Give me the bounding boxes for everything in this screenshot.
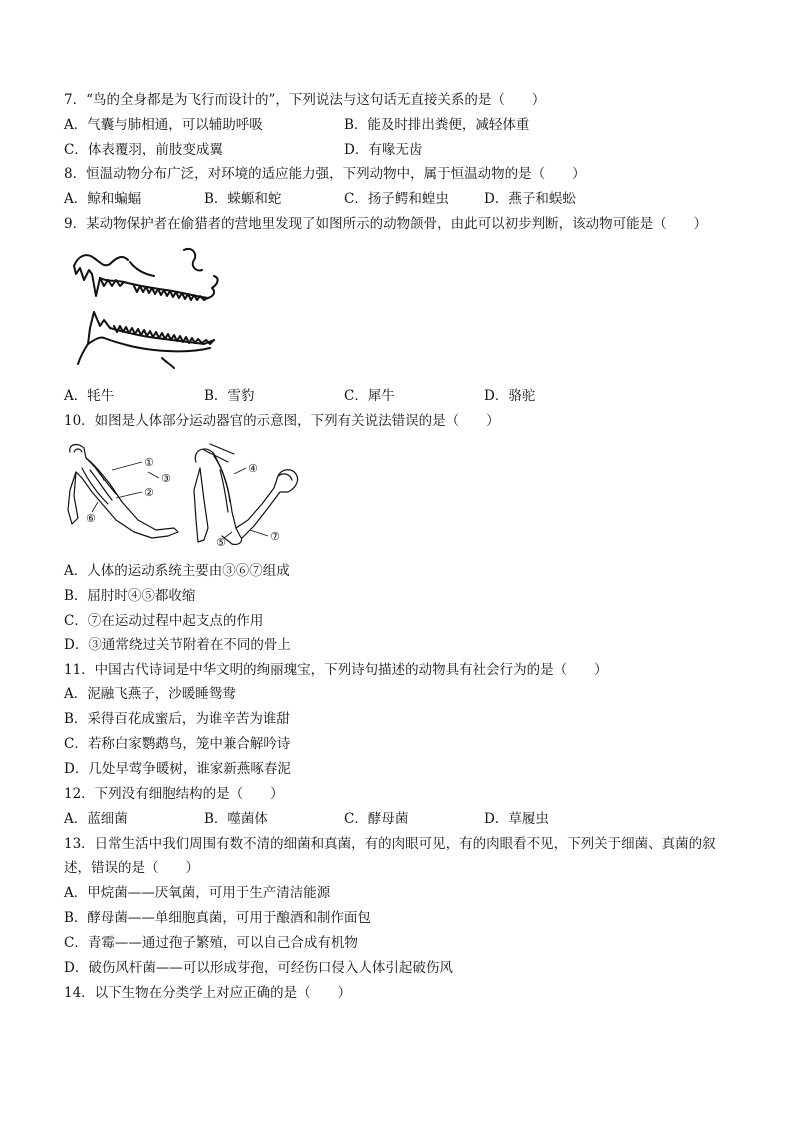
- q10-option-a[interactable]: A．人体的运动系统主要由③⑥⑦组成: [64, 563, 290, 579]
- q8-option-b[interactable]: B．蝾螈和蛇: [204, 191, 282, 207]
- q12-option-b[interactable]: B．噬菌体: [204, 811, 268, 827]
- q11-option-c[interactable]: C．若称白家鹦鹉鸟，笼中兼合解吟诗: [64, 736, 291, 752]
- arm-diagram: [64, 440, 304, 550]
- q12-option-a[interactable]: A．蓝细菌: [64, 811, 128, 827]
- q8-option-d[interactable]: D．燕子和蜈蚣: [484, 191, 576, 207]
- label-4: ④: [248, 462, 258, 475]
- q11-option-b[interactable]: B．采得百花成蜜后，为谁辛苦为谁甜: [64, 711, 290, 727]
- q9-option-c[interactable]: C．犀牛: [344, 388, 395, 404]
- q9-option-a[interactable]: A．牦牛: [64, 388, 115, 404]
- q9-option-d[interactable]: D．骆驼: [484, 388, 536, 404]
- q14-stem: 14．以下生物在分类学上对应正确的是（ ）: [64, 985, 352, 1001]
- label-5: ⑤: [216, 536, 226, 549]
- q7-stem: 7．“鸟的全身都是为飞行而设计的”，下列说法与这句话无直接关系的是（ ）: [64, 92, 546, 108]
- q7-option-d[interactable]: D．有喙无齿: [344, 142, 423, 158]
- q7-options-row1: [64, 115, 724, 135]
- q7-option-b[interactable]: B．能及时排出粪便，减轻体重: [344, 117, 530, 133]
- q11-stem: 11．中国古代诗词是中华文明的绚丽瑰宝，下列诗句描述的动物具有社会行为的是（ ）: [64, 662, 608, 678]
- q13-stem-line2: 述，错误的是（ ）: [64, 860, 199, 876]
- q7-option-c[interactable]: C．体表覆羽，前肢变成翼: [64, 142, 223, 158]
- q12-option-c[interactable]: C．酵母菌: [344, 811, 409, 827]
- q9-stem: 9．某动物保护者在偷猎者的营地里发现了如图所示的动物颌骨，由此可以初步判断，该动物可能是（ ）: [64, 216, 708, 232]
- label-3: ③: [161, 472, 171, 485]
- q12-options: [64, 809, 724, 829]
- q13-stem-line1: 13．日常生活中我们周围有数不清的细菌和真菌，有的肉眼可见，有的肉眼看不见，下列关于细菌、真菌的叙: [64, 836, 716, 852]
- label-6: ⑥: [86, 512, 96, 525]
- q12-option-d[interactable]: D．草履虫: [484, 811, 549, 827]
- q13-option-a[interactable]: A．甲烷菌——厌氧菌，可用于生产清洁能源: [64, 885, 331, 901]
- q13-option-d[interactable]: D．破伤风杆菌——可以形成芽孢，可经伤口侵入人体引起破伤风: [64, 960, 453, 976]
- q11-option-d[interactable]: D．几处早莺争暖树，谁家新燕啄春泥: [64, 761, 291, 777]
- q12-stem: 12．下列没有细胞结构的是（ ）: [64, 786, 284, 802]
- label-2: ②: [144, 486, 154, 499]
- q8-options: [64, 189, 724, 209]
- q9-options: [64, 386, 724, 406]
- jawbone-figure: [64, 240, 224, 375]
- q9-option-b[interactable]: B．雪豹: [204, 388, 255, 404]
- q8-stem: 8．恒温动物分布广泛，对环境的适应能力强，下列动物中，属于恒温动物的是（ ）: [64, 166, 586, 182]
- q7-options-row2: [64, 140, 724, 160]
- q7-option-a[interactable]: A．气囊与肺相通，可以辅助呼吸: [64, 117, 263, 133]
- q10-stem: 10．如图是人体部分运动器官的示意图，下列有关说法错误的是（ ）: [64, 413, 500, 429]
- q13-option-c[interactable]: C．青霉——通过孢子繁殖，可以自己合成有机物: [64, 935, 358, 951]
- label-1: ①: [144, 456, 154, 469]
- q8-option-a[interactable]: A．鲸和蝙蝠: [64, 191, 142, 207]
- q11-option-a[interactable]: A．泥融飞燕子，沙暖睡鸳鸯: [64, 686, 236, 702]
- q13-option-b[interactable]: B．酵母菌——单细胞真菌，可用于酿酒和制作面包: [64, 910, 371, 926]
- q10-option-c[interactable]: C．⑦在运动过程中起支点的作用: [64, 613, 264, 629]
- q10-option-b[interactable]: B．屈肘时④⑤都收缩: [64, 588, 196, 604]
- label-7: ⑦: [270, 530, 280, 543]
- q10-option-d[interactable]: D．③通常绕过关节附着在不同的骨上: [64, 637, 291, 653]
- q8-option-c[interactable]: C．扬子鳄和蝗虫: [344, 191, 449, 207]
